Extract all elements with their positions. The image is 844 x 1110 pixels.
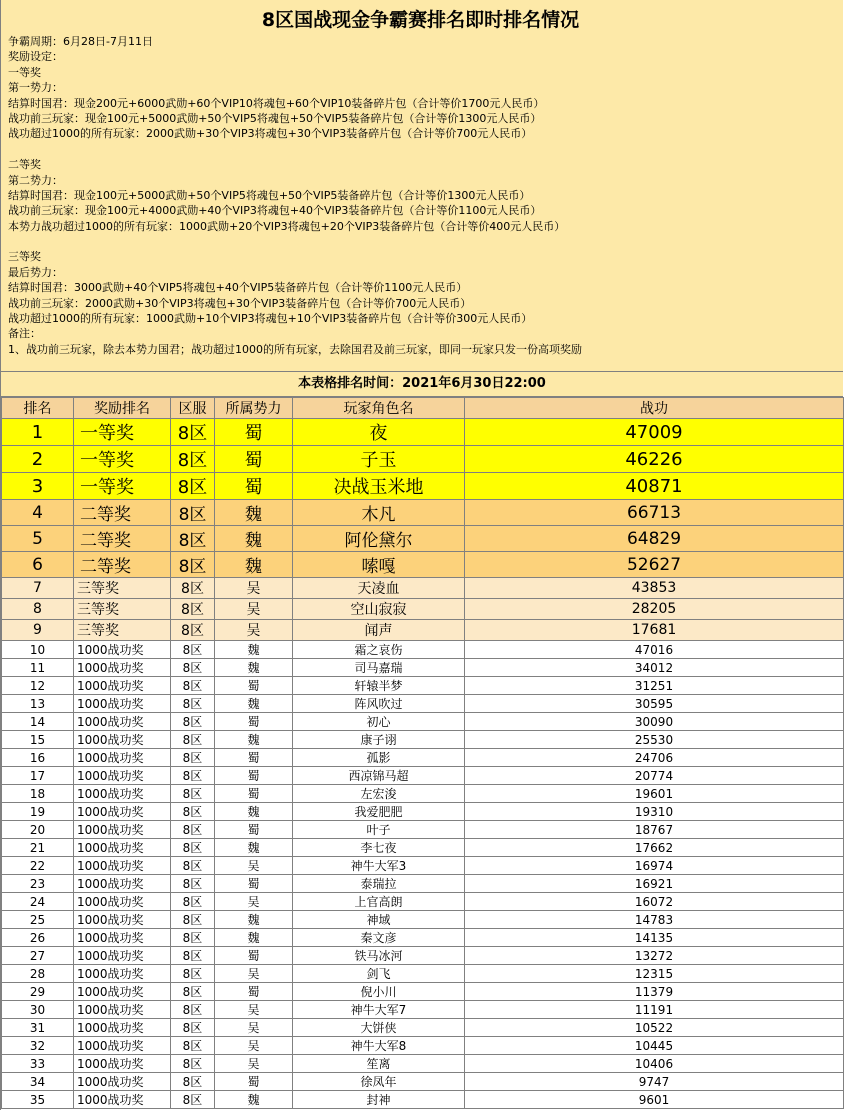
cell-server[interactable]: 8区 xyxy=(171,659,215,677)
rules-line: 第一势力： xyxy=(8,81,63,95)
cell-faction[interactable]: 吴 xyxy=(215,965,293,983)
cell-merit[interactable]: 34012 xyxy=(465,659,844,677)
rules-line: 战功超过1000的所有玩家：2000武勋+30个VIP3将魂包+30个VIP3装备碎片包（合计等价700元人民币） xyxy=(8,127,533,141)
cell-player-name[interactable]: 康子诩 xyxy=(293,731,465,749)
cell-rank[interactable]: 20 xyxy=(2,821,74,839)
table-row xyxy=(2,1073,844,1091)
table-row xyxy=(2,552,844,578)
cell-merit[interactable]: 14135 xyxy=(465,929,844,947)
header-rank[interactable]: 排名 xyxy=(2,398,74,419)
rules-line xyxy=(8,234,843,249)
table-row xyxy=(2,875,844,893)
cell-server[interactable]: 8区 xyxy=(171,1001,215,1019)
cell-award[interactable]: 1000战功奖 xyxy=(74,695,171,713)
cell-player-name[interactable]: 司马嘉瑞 xyxy=(293,659,465,677)
ranking-time-banner: 本表格排名时间：2021年6月30日22:00 xyxy=(1,372,843,397)
cell-award[interactable]: 1000战功奖 xyxy=(74,749,171,767)
table-row xyxy=(2,767,844,785)
cell-award[interactable]: 1000战功奖 xyxy=(74,1091,171,1109)
cell-player-name[interactable]: 封神 xyxy=(293,1091,465,1109)
cell-faction[interactable]: 蜀 xyxy=(215,821,293,839)
table-row xyxy=(2,1001,844,1019)
cell-rank[interactable]: 24 xyxy=(2,893,74,911)
table-row xyxy=(2,947,844,965)
cell-server[interactable]: 8区 xyxy=(171,839,215,857)
header-server[interactable]: 区服 xyxy=(171,398,215,419)
table-row xyxy=(2,1091,844,1109)
table-row xyxy=(2,911,844,929)
rules-line: 结算时国君：现金200元+6000武勋+60个VIP10将魂包+60个VIP10装备碎片包（合计等价1700元人民币） xyxy=(8,96,545,110)
cell-faction[interactable]: 蜀 xyxy=(215,446,293,473)
cell-rank[interactable]: 26 xyxy=(2,929,74,947)
cell-rank[interactable]: 25 xyxy=(2,911,74,929)
cell-faction[interactable]: 魏 xyxy=(215,641,293,659)
cell-merit[interactable]: 25530 xyxy=(465,731,844,749)
cell-rank[interactable]: 34 xyxy=(2,1073,74,1091)
cell-player-name[interactable]: 初心 xyxy=(293,713,465,731)
cell-rank[interactable]: 27 xyxy=(2,947,74,965)
cell-award[interactable]: 1000战功奖 xyxy=(74,1055,171,1073)
cell-player-name[interactable]: 子玉 xyxy=(293,446,465,473)
cell-faction[interactable]: 吴 xyxy=(215,857,293,875)
cell-merit[interactable]: 16974 xyxy=(465,857,844,875)
table-row xyxy=(2,641,844,659)
cell-player-name[interactable]: 泰瑞拉 xyxy=(293,875,465,893)
cell-faction[interactable]: 魏 xyxy=(215,803,293,821)
cell-merit[interactable]: 31251 xyxy=(465,677,844,695)
cell-merit[interactable]: 18767 xyxy=(465,821,844,839)
cell-rank[interactable]: 2 xyxy=(2,446,74,473)
cell-award[interactable]: 二等奖 xyxy=(74,526,171,552)
table-row xyxy=(2,446,844,473)
cell-player-name[interactable]: 闻声 xyxy=(293,620,465,641)
cell-server[interactable]: 8区 xyxy=(171,947,215,965)
cell-faction[interactable]: 魏 xyxy=(215,659,293,677)
rules-line: 备注： xyxy=(8,327,41,341)
cell-faction[interactable]: 魏 xyxy=(215,911,293,929)
rules-panel xyxy=(1,0,843,372)
cell-merit[interactable]: 10445 xyxy=(465,1037,844,1055)
cell-server[interactable]: 8区 xyxy=(171,821,215,839)
cell-merit[interactable]: 46226 xyxy=(465,446,844,473)
rules-line xyxy=(8,142,843,157)
table-row xyxy=(2,749,844,767)
cell-award[interactable]: 1000战功奖 xyxy=(74,857,171,875)
cell-player-name[interactable]: 夜 xyxy=(293,419,465,446)
cell-award[interactable]: 1000战功奖 xyxy=(74,641,171,659)
cell-server[interactable]: 8区 xyxy=(171,767,215,785)
cell-faction[interactable]: 吴 xyxy=(215,599,293,620)
cell-merit[interactable]: 30090 xyxy=(465,713,844,731)
cell-player-name[interactable]: 我爱肥肥 xyxy=(293,803,465,821)
cell-merit[interactable]: 10522 xyxy=(465,1019,844,1037)
cell-server[interactable]: 8区 xyxy=(171,419,215,446)
cell-faction[interactable]: 吴 xyxy=(215,893,293,911)
rules-line: 二等奖 xyxy=(8,158,41,172)
cell-faction[interactable]: 吴 xyxy=(215,1037,293,1055)
cell-player-name[interactable]: 空山寂寂 xyxy=(293,599,465,620)
rules-line: 1、战功前三玩家，除去本势力国君；战功超过1000的所有玩家，去除国君及前三玩家，即同一玩家只发一份高项奖励 xyxy=(8,342,582,356)
rules-line: 结算时国君：现金100元+5000武勋+50个VIP5将魂包+50个VIP5装备碎片包（合计等价1300元人民币） xyxy=(8,188,531,202)
cell-server[interactable]: 8区 xyxy=(171,620,215,641)
cell-merit[interactable]: 17662 xyxy=(465,839,844,857)
cell-faction[interactable]: 吴 xyxy=(215,1019,293,1037)
cell-faction[interactable]: 魏 xyxy=(215,500,293,526)
cell-faction[interactable]: 魏 xyxy=(215,695,293,713)
cell-player-name[interactable]: 笙离 xyxy=(293,1055,465,1073)
cell-server[interactable]: 8区 xyxy=(171,857,215,875)
header-merit[interactable]: 战功 xyxy=(465,398,844,419)
cell-award[interactable]: 1000战功奖 xyxy=(74,731,171,749)
cell-rank[interactable]: 32 xyxy=(2,1037,74,1055)
cell-rank[interactable]: 4 xyxy=(2,500,74,526)
header-award[interactable]: 奖励排名 xyxy=(74,398,171,419)
cell-faction[interactable]: 蜀 xyxy=(215,419,293,446)
cell-player-name[interactable]: 神牛大军7 xyxy=(293,1001,465,1019)
header-faction[interactable]: 所属势力 xyxy=(215,398,293,419)
table-row xyxy=(2,821,844,839)
cell-award[interactable]: 1000战功奖 xyxy=(74,1019,171,1037)
rules-line: 三等奖 xyxy=(8,250,41,264)
cell-award[interactable]: 1000战功奖 xyxy=(74,947,171,965)
table-row xyxy=(2,677,844,695)
cell-player-name[interactable]: 剑飞 xyxy=(293,965,465,983)
cell-award[interactable]: 1000战功奖 xyxy=(74,875,171,893)
cell-faction[interactable]: 蜀 xyxy=(215,983,293,1001)
cell-server[interactable]: 8区 xyxy=(171,731,215,749)
table-row xyxy=(2,965,844,983)
cell-server[interactable]: 8区 xyxy=(171,599,215,620)
cell-player-name[interactable]: 倪小川 xyxy=(293,983,465,1001)
cell-server[interactable]: 8区 xyxy=(171,1055,215,1073)
table-row xyxy=(2,419,844,446)
rules-line: 最后势力： xyxy=(8,265,63,279)
cell-faction[interactable]: 蜀 xyxy=(215,785,293,803)
table-row xyxy=(2,803,844,821)
cell-award[interactable]: 1000战功奖 xyxy=(74,839,171,857)
cell-server[interactable]: 8区 xyxy=(171,713,215,731)
cell-server[interactable]: 8区 xyxy=(171,695,215,713)
cell-rank[interactable]: 10 xyxy=(2,641,74,659)
cell-server[interactable]: 8区 xyxy=(171,1091,215,1109)
cell-award[interactable]: 1000战功奖 xyxy=(74,1073,171,1091)
table-row xyxy=(2,500,844,526)
cell-rank[interactable]: 29 xyxy=(2,983,74,1001)
cell-award[interactable]: 1000战功奖 xyxy=(74,803,171,821)
cell-server[interactable]: 8区 xyxy=(171,785,215,803)
cell-player-name[interactable]: 徐凤年 xyxy=(293,1073,465,1091)
table-row xyxy=(2,599,844,620)
cell-award[interactable]: 1000战功奖 xyxy=(74,893,171,911)
cell-award[interactable]: 1000战功奖 xyxy=(74,983,171,1001)
cell-player-name[interactable]: 阿伦黛尔 xyxy=(293,526,465,552)
cell-rank[interactable]: 18 xyxy=(2,785,74,803)
rules-text xyxy=(8,34,843,357)
rules-line: 战功前三玩家：2000武勋+30个VIP3将魂包+30个VIP3装备碎片包（合计等价700元人民币） xyxy=(8,296,472,310)
ranking-table xyxy=(1,397,844,1109)
cell-server[interactable]: 8区 xyxy=(171,473,215,500)
rules-line: 战功前三玩家：现金100元+5000武勋+50个VIP5将魂包+50个VIP5装备碎片包（合计等价1300元人民币） xyxy=(8,111,542,125)
cell-server[interactable]: 8区 xyxy=(171,641,215,659)
cell-merit[interactable]: 13272 xyxy=(465,947,844,965)
table-row xyxy=(2,659,844,677)
cell-faction[interactable]: 魏 xyxy=(215,1091,293,1109)
cell-faction[interactable]: 蜀 xyxy=(215,767,293,785)
cell-award[interactable]: 一等奖 xyxy=(74,446,171,473)
cell-player-name[interactable]: 孤影 xyxy=(293,749,465,767)
cell-server[interactable]: 8区 xyxy=(171,983,215,1001)
cell-server[interactable]: 8区 xyxy=(171,552,215,578)
cell-merit[interactable]: 19601 xyxy=(465,785,844,803)
cell-merit[interactable]: 14783 xyxy=(465,911,844,929)
cell-faction[interactable]: 魏 xyxy=(215,731,293,749)
cell-faction[interactable]: 魏 xyxy=(215,839,293,857)
table-row xyxy=(2,620,844,641)
cell-server[interactable]: 8区 xyxy=(171,1073,215,1091)
table-row xyxy=(2,929,844,947)
cell-faction[interactable]: 吴 xyxy=(215,1055,293,1073)
cell-award[interactable]: 1000战功奖 xyxy=(74,821,171,839)
table-row xyxy=(2,473,844,500)
table-row xyxy=(2,785,844,803)
cell-faction[interactable]: 蜀 xyxy=(215,713,293,731)
cell-award[interactable]: 1000战功奖 xyxy=(74,1001,171,1019)
cell-rank[interactable]: 33 xyxy=(2,1055,74,1073)
cell-server[interactable]: 8区 xyxy=(171,677,215,695)
table-row xyxy=(2,1055,844,1073)
cell-award[interactable]: 一等奖 xyxy=(74,473,171,500)
cell-server[interactable]: 8区 xyxy=(171,911,215,929)
cell-player-name[interactable]: 上官高朗 xyxy=(293,893,465,911)
cell-player-name[interactable]: 木凡 xyxy=(293,500,465,526)
cell-merit[interactable]: 19310 xyxy=(465,803,844,821)
table-row xyxy=(2,893,844,911)
rules-line: 战功超过1000的所有玩家：1000武勋+10个VIP3将魂包+10个VIP3装备碎片包（合计等价300元人民币） xyxy=(8,312,533,326)
cell-award[interactable]: 1000战功奖 xyxy=(74,1037,171,1055)
cell-player-name[interactable]: 决战玉米地 xyxy=(293,473,465,500)
cell-faction[interactable]: 魏 xyxy=(215,526,293,552)
cell-rank[interactable]: 23 xyxy=(2,875,74,893)
cell-rank[interactable]: 30 xyxy=(2,1001,74,1019)
cell-merit[interactable]: 9747 xyxy=(465,1073,844,1091)
cell-merit[interactable]: 9601 xyxy=(465,1091,844,1109)
cell-faction[interactable]: 魏 xyxy=(215,552,293,578)
cell-server[interactable]: 8区 xyxy=(171,893,215,911)
cell-award[interactable]: 1000战功奖 xyxy=(74,785,171,803)
rules-line: 奖励设定： xyxy=(8,50,63,64)
table-row xyxy=(2,695,844,713)
cell-merit[interactable]: 12315 xyxy=(465,965,844,983)
cell-merit[interactable]: 52627 xyxy=(465,552,844,578)
cell-merit[interactable]: 43853 xyxy=(465,578,844,599)
cell-award[interactable]: 一等奖 xyxy=(74,419,171,446)
table-row xyxy=(2,857,844,875)
cell-rank[interactable]: 31 xyxy=(2,1019,74,1037)
cell-award[interactable]: 1000战功奖 xyxy=(74,767,171,785)
cell-merit[interactable]: 10406 xyxy=(465,1055,844,1073)
cell-merit[interactable]: 64829 xyxy=(465,526,844,552)
cell-award[interactable]: 二等奖 xyxy=(74,500,171,526)
cell-award[interactable]: 二等奖 xyxy=(74,552,171,578)
header-player-name[interactable]: 玩家角色名 xyxy=(293,398,465,419)
cell-award[interactable]: 三等奖 xyxy=(74,578,171,599)
cell-award[interactable]: 1000战功奖 xyxy=(74,659,171,677)
cell-player-name[interactable]: 叶子 xyxy=(293,821,465,839)
cell-server[interactable]: 8区 xyxy=(171,965,215,983)
cell-faction[interactable]: 魏 xyxy=(215,929,293,947)
cell-merit[interactable]: 11191 xyxy=(465,1001,844,1019)
cell-server[interactable]: 8区 xyxy=(171,929,215,947)
cell-rank[interactable]: 13 xyxy=(2,695,74,713)
cell-rank[interactable]: 22 xyxy=(2,857,74,875)
cell-player-name[interactable]: 天凌血 xyxy=(293,578,465,599)
cell-rank[interactable]: 12 xyxy=(2,677,74,695)
cell-rank[interactable]: 21 xyxy=(2,839,74,857)
table-row xyxy=(2,578,844,599)
cell-player-name[interactable]: 轩辕半梦 xyxy=(293,677,465,695)
cell-award[interactable]: 三等奖 xyxy=(74,620,171,641)
cell-player-name[interactable]: 霜之哀伤 xyxy=(293,641,465,659)
cell-rank[interactable]: 6 xyxy=(2,552,74,578)
cell-player-name[interactable]: 神牛大军8 xyxy=(293,1037,465,1055)
cell-award[interactable]: 1000战功奖 xyxy=(74,965,171,983)
cell-server[interactable]: 8区 xyxy=(171,1019,215,1037)
cell-merit[interactable]: 30595 xyxy=(465,695,844,713)
cell-merit[interactable]: 28205 xyxy=(465,599,844,620)
cell-server[interactable]: 8区 xyxy=(171,875,215,893)
cell-player-name[interactable]: 大饼侠 xyxy=(293,1019,465,1037)
cell-player-name[interactable]: 嗦嘎 xyxy=(293,552,465,578)
cell-faction[interactable]: 蜀 xyxy=(215,947,293,965)
cell-rank[interactable]: 15 xyxy=(2,731,74,749)
cell-merit[interactable]: 40871 xyxy=(465,473,844,500)
rules-line: 一等奖 xyxy=(8,65,41,79)
cell-faction[interactable]: 吴 xyxy=(215,578,293,599)
cell-award[interactable]: 三等奖 xyxy=(74,599,171,620)
cell-merit[interactable]: 20774 xyxy=(465,767,844,785)
cell-award[interactable]: 1000战功奖 xyxy=(74,929,171,947)
table-row xyxy=(2,1037,844,1055)
table-row xyxy=(2,983,844,1001)
cell-player-name[interactable]: 铁马冰河 xyxy=(293,947,465,965)
rules-line: 本势力战功超过1000的所有玩家：1000武勋+20个VIP3将魂包+20个VIP3装备碎片包（合计等价400元人民币） xyxy=(8,219,566,233)
cell-rank[interactable]: 5 xyxy=(2,526,74,552)
cell-faction[interactable]: 吴 xyxy=(215,1001,293,1019)
rules-line: 结算时国君：3000武勋+40个VIP5将魂包+40个VIP5装备碎片包（合计等价1100元人民币） xyxy=(8,281,468,295)
cell-player-name[interactable]: 左宏浚 xyxy=(293,785,465,803)
cell-award[interactable]: 1000战功奖 xyxy=(74,713,171,731)
table-row xyxy=(2,731,844,749)
cell-player-name[interactable]: 西凉锦马超 xyxy=(293,767,465,785)
cell-rank[interactable]: 8 xyxy=(2,599,74,620)
page-title: 8区国战现金争霸赛排名即时排名情况 xyxy=(261,9,580,31)
cell-merit[interactable]: 66713 xyxy=(465,500,844,526)
cell-rank[interactable]: 16 xyxy=(2,749,74,767)
cell-server[interactable]: 8区 xyxy=(171,749,215,767)
table-row xyxy=(2,1019,844,1037)
cell-rank[interactable]: 3 xyxy=(2,473,74,500)
cell-faction[interactable]: 吴 xyxy=(215,620,293,641)
rules-line: 争霸周期：6月28日-7月11日 xyxy=(8,35,153,48)
cell-merit[interactable]: 47009 xyxy=(465,419,844,446)
cell-faction[interactable]: 蜀 xyxy=(215,473,293,500)
cell-award[interactable]: 1000战功奖 xyxy=(74,677,171,695)
cell-merit[interactable]: 11379 xyxy=(465,983,844,1001)
cell-player-name[interactable]: 李七夜 xyxy=(293,839,465,857)
cell-rank[interactable]: 7 xyxy=(2,578,74,599)
cell-rank[interactable]: 17 xyxy=(2,767,74,785)
cell-player-name[interactable]: 神牛大军3 xyxy=(293,857,465,875)
cell-award[interactable]: 1000战功奖 xyxy=(74,911,171,929)
cell-faction[interactable]: 蜀 xyxy=(215,677,293,695)
cell-faction[interactable]: 蜀 xyxy=(215,749,293,767)
cell-server[interactable]: 8区 xyxy=(171,803,215,821)
cell-merit[interactable]: 16921 xyxy=(465,875,844,893)
cell-merit[interactable]: 24706 xyxy=(465,749,844,767)
cell-merit[interactable]: 17681 xyxy=(465,620,844,641)
cell-server[interactable]: 8区 xyxy=(171,1037,215,1055)
cell-rank[interactable]: 11 xyxy=(2,659,74,677)
cell-player-name[interactable]: 神域 xyxy=(293,911,465,929)
rules-line: 战功前三玩家：现金100元+4000武勋+40个VIP3将魂包+40个VIP3装备碎片包（合计等价1100元人民币） xyxy=(8,204,542,218)
cell-rank[interactable]: 28 xyxy=(2,965,74,983)
cell-merit[interactable]: 47016 xyxy=(465,641,844,659)
cell-player-name[interactable]: 秦文彦 xyxy=(293,929,465,947)
cell-rank[interactable]: 14 xyxy=(2,713,74,731)
cell-rank[interactable]: 35 xyxy=(2,1091,74,1109)
cell-rank[interactable]: 19 xyxy=(2,803,74,821)
cell-server[interactable]: 8区 xyxy=(171,500,215,526)
table-header-row xyxy=(2,398,844,419)
cell-server[interactable]: 8区 xyxy=(171,446,215,473)
cell-server[interactable]: 8区 xyxy=(171,578,215,599)
cell-rank[interactable]: 1 xyxy=(2,419,74,446)
table-row xyxy=(2,839,844,857)
rules-line: 第二势力： xyxy=(8,173,63,187)
cell-merit[interactable]: 16072 xyxy=(465,893,844,911)
cell-rank[interactable]: 9 xyxy=(2,620,74,641)
table-row xyxy=(2,526,844,552)
cell-server[interactable]: 8区 xyxy=(171,526,215,552)
cell-player-name[interactable]: 阵风吹过 xyxy=(293,695,465,713)
table-row xyxy=(2,713,844,731)
cell-faction[interactable]: 蜀 xyxy=(215,875,293,893)
cell-faction[interactable]: 蜀 xyxy=(215,1073,293,1091)
